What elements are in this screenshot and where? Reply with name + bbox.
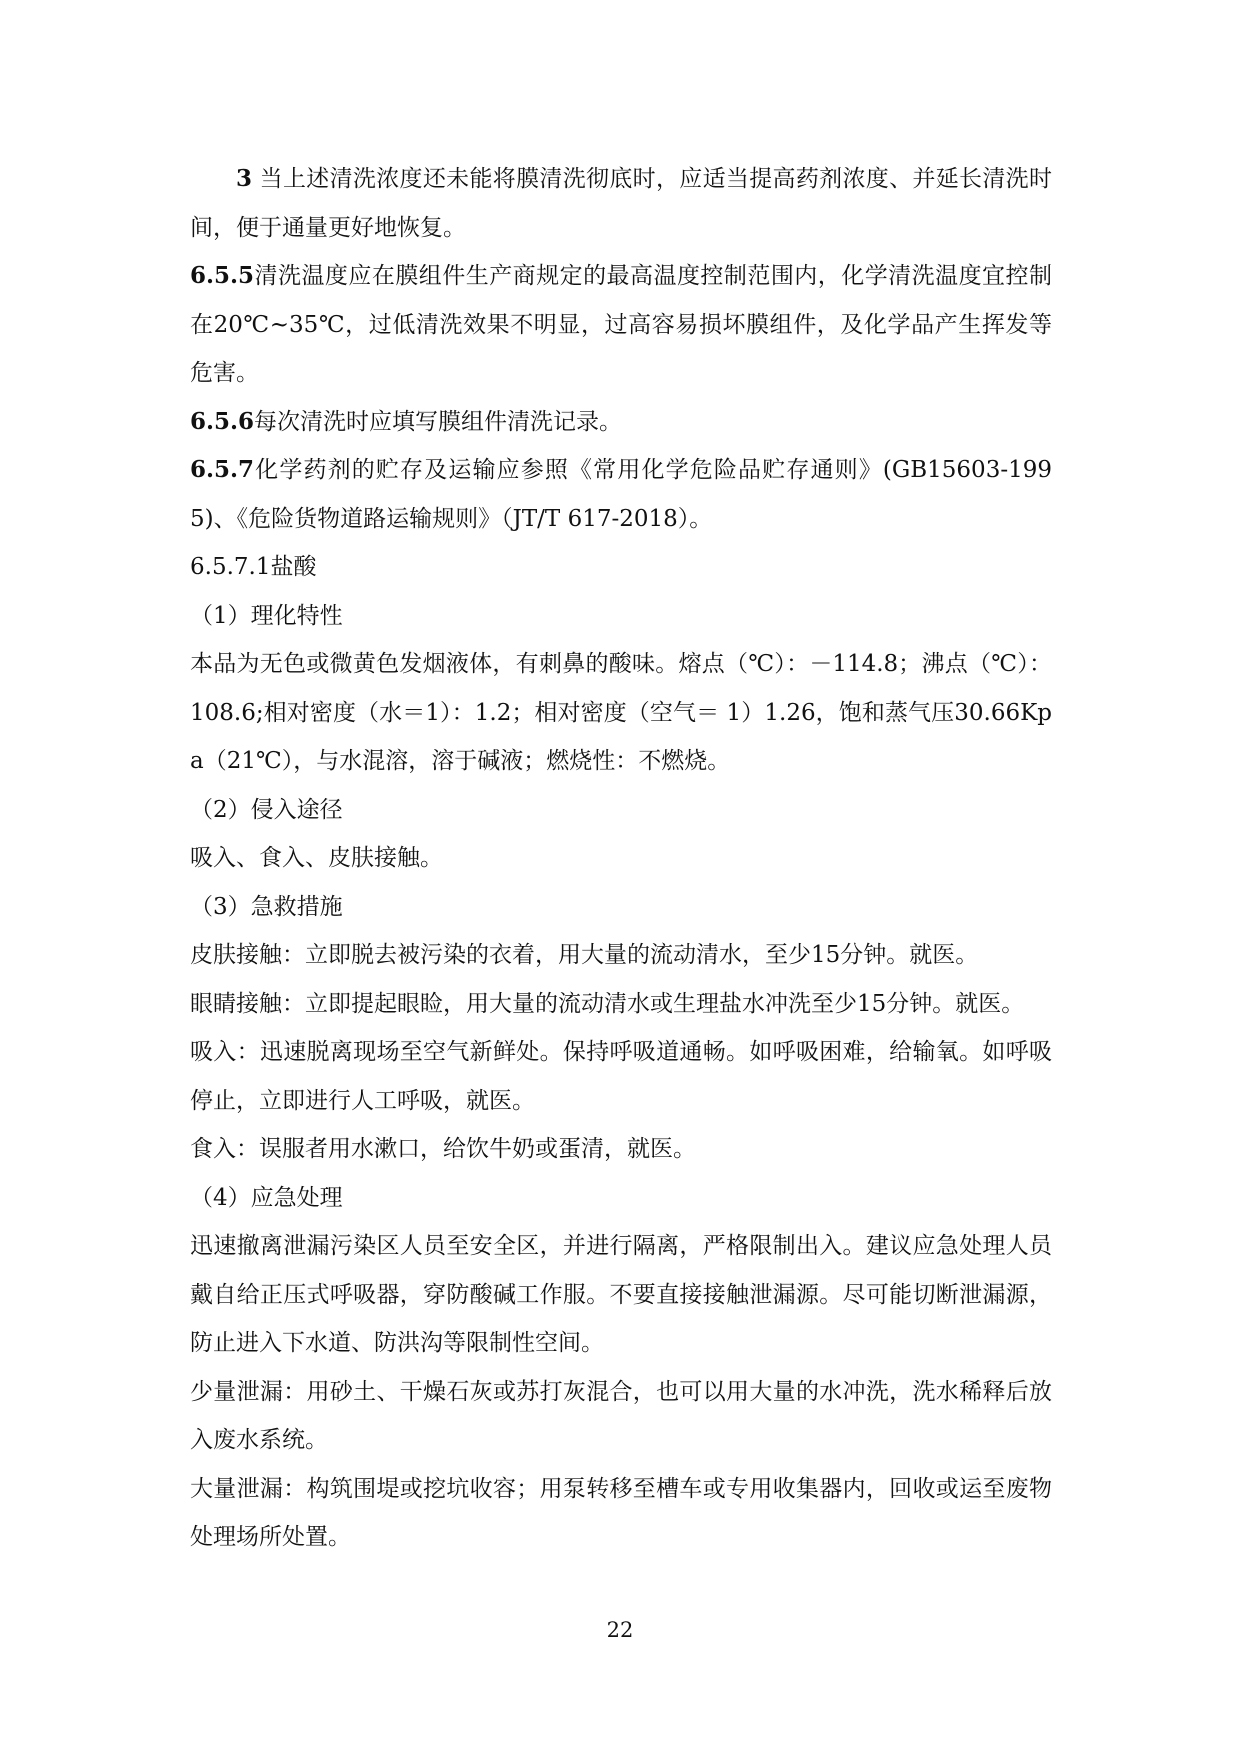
clause-number: 6.5.6 — [190, 407, 255, 435]
clause-6-5-7 — [190, 446, 1052, 543]
emergency-general: 迅速撤离泄漏污染区人员至安全区，并进行隔离，严格限制出入。建议应急处理人员戴自给正压式呼吸器，穿防酸碱工作服。不要直接接触泄漏源。尽可能切断泄漏源，防止进入下水道、防洪沟等限制性空间。 — [190, 1233, 1052, 1356]
clause-text: 每次清洗时应填写膜组件清洗记录。 — [254, 408, 623, 435]
properties-text: 本品为无色或微黄色发烟液体，有刺鼻的酸味。熔点（℃）：－114.8；沸点（℃）：108.6;相对密度（水＝1）：1.2；相对密度（空气＝ 1）1.26，饱和蒸气压30.66Kpa（21℃），与水混溶，溶于碱液；燃烧性：不燃烧。 — [190, 651, 1052, 774]
paragraph-item-3 — [190, 155, 1052, 252]
subheading-properties: （1）理化特性 — [190, 602, 343, 629]
first-aid-eyes: 眼睛接触：立即提起眼睑，用大量的流动清水或生理盐水冲洗至少15分钟。就医。 — [190, 990, 1025, 1017]
clause-text: 化学药剂的贮存及运输应参照《常用化学危险品贮存通则》(GB15603-1995)、《危险货物道路运输规则》（JT/T 617-2018）。 — [190, 457, 1052, 532]
item-number: 3 — [236, 165, 253, 192]
routes-text: 吸入、食入、皮肤接触。 — [190, 845, 443, 871]
clause-6-5-6 — [190, 398, 1052, 447]
clause-text: 清洗温度应在膜组件生产商规定的最高温度控制范围内，化学清洗温度宜控制在20℃~35℃，过低清洗效果不明显，过高容易损坏膜组件，及化学品产生挥发等危害。 — [190, 263, 1052, 386]
page-number: 22 — [606, 1618, 634, 1642]
subheading-emergency: （4）应急处理 — [190, 1184, 343, 1211]
clause-number: 6.5.5 — [190, 262, 255, 289]
item-text: 当上述清洗浓度还未能将膜清洗彻底时，应适当提高药剂浓度、并延长清洗时间，便于通量更好地恢复。 — [190, 166, 1052, 241]
first-aid-inhale: 吸入：迅速脱离现场至空气新鲜处。保持呼吸道通畅。如呼吸困难，给输氧。如呼吸停止，立即进行人工呼吸，就医。 — [190, 1039, 1052, 1114]
clause-6-5-5 — [190, 252, 1052, 398]
clause-number: 6.5.7 — [190, 456, 255, 483]
subheading-first-aid: （3）急救措施 — [190, 893, 343, 920]
first-aid-ingest: 食入：误服者用水漱口，给饮牛奶或蛋清，就医。 — [190, 1136, 696, 1162]
emergency-small-leak: 少量泄漏：用砂土、干燥石灰或苏打灰混合，也可以用大量的水冲洗，洗水稀释后放入废水系统。 — [190, 1378, 1052, 1453]
page-body — [190, 155, 1052, 1562]
section-heading-hydrochloric-acid: 6.5.7.1盐酸 — [190, 554, 317, 580]
first-aid-skin: 皮肤接触：立即脱去被污染的衣着，用大量的流动清水，至少15分钟。就医。 — [190, 942, 979, 968]
subheading-routes: （2）侵入途径 — [190, 796, 343, 823]
emergency-large-leak: 大量泄漏：构筑围堤或挖坑收容；用泵转移至槽车或专用收集器内，回收或运至废物处理场所处置。 — [190, 1475, 1052, 1550]
